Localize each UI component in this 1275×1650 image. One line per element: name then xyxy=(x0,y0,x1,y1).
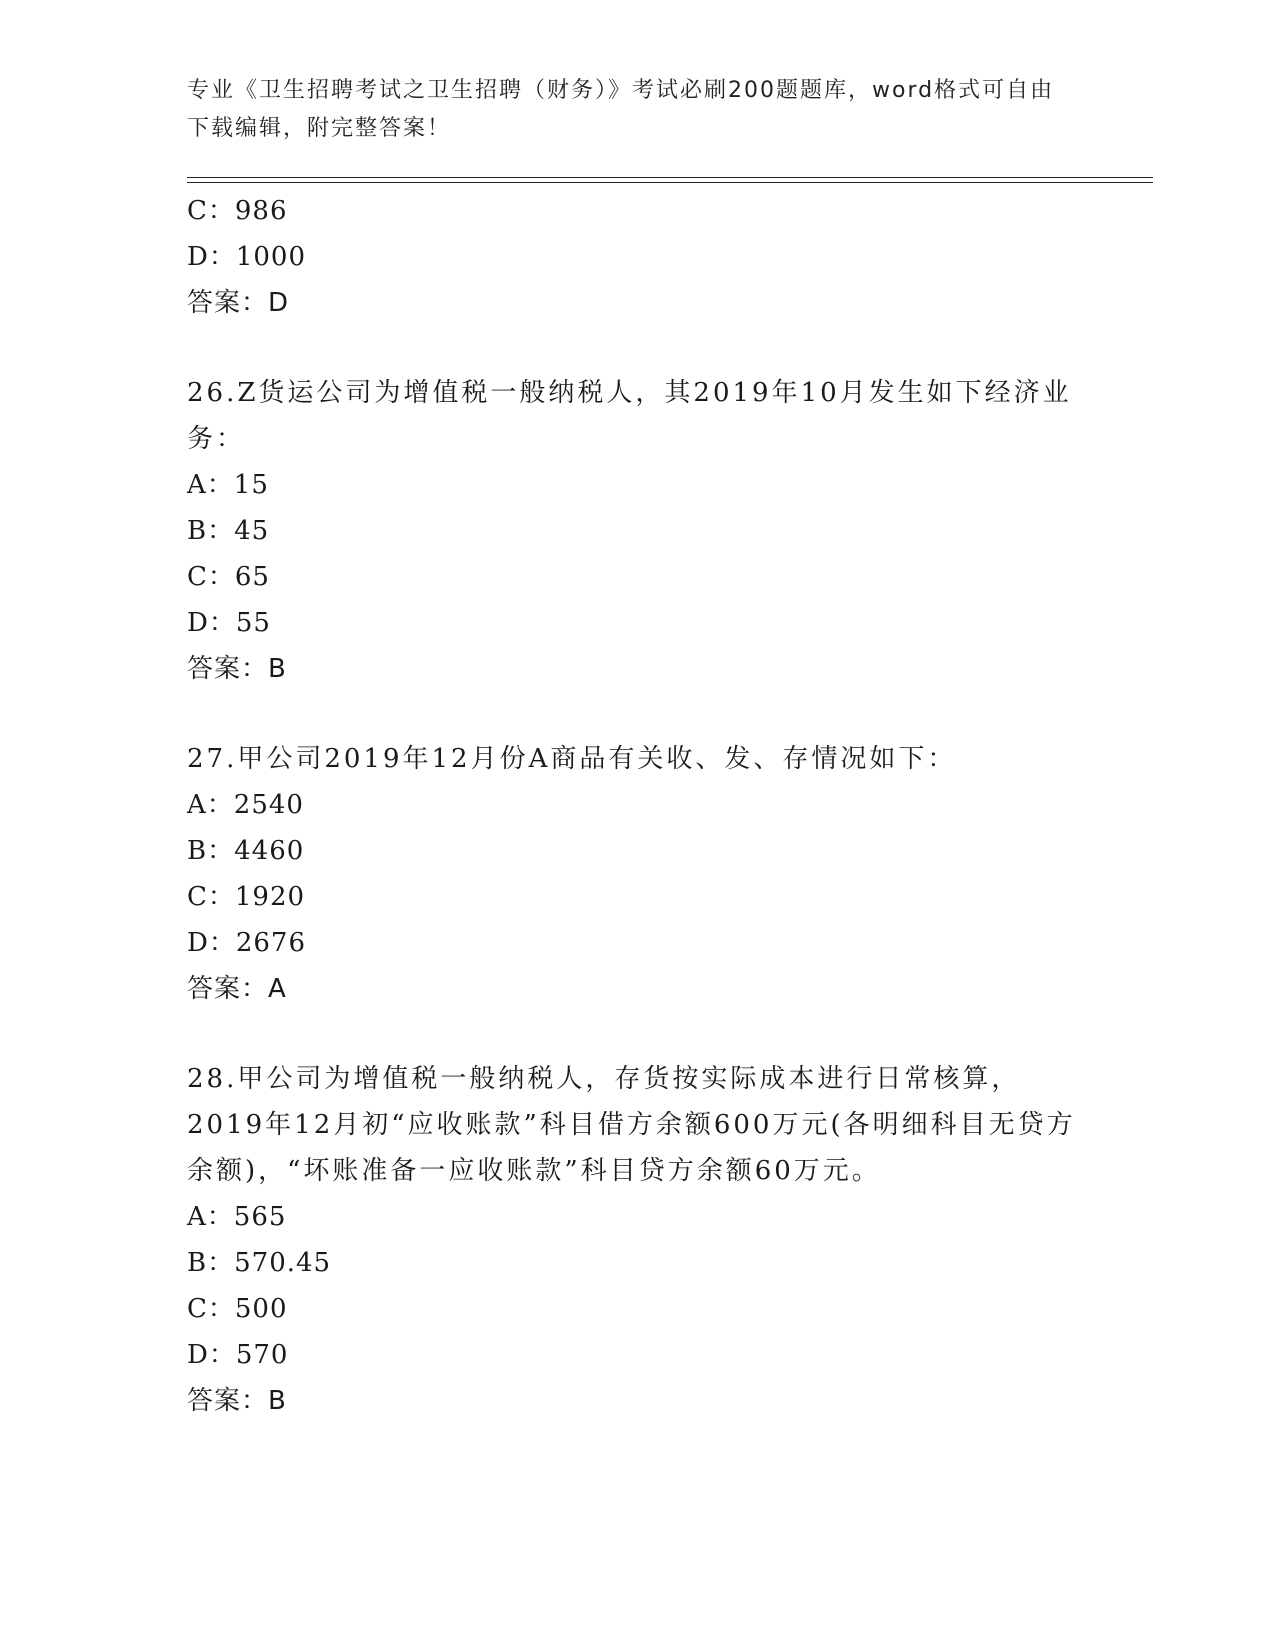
previous-question-tail xyxy=(187,188,1087,326)
answer-line: 答案：B xyxy=(187,654,287,684)
header-divider-bottom xyxy=(187,182,1153,183)
question-text: 28.甲公司为增值税一般纳税人，存货按实际成本进行日常核算，2019年12月初“应收账款”科目借方余额600万元(各明细科目无贷方余额)，“坏账准备一应收账款”科目贷方余额60万元。 xyxy=(187,1064,1076,1186)
option-a: A：565 xyxy=(187,1202,287,1232)
option-c: C：65 xyxy=(187,562,270,592)
question-26 xyxy=(187,370,1087,692)
header-divider-top xyxy=(187,177,1153,178)
document-body xyxy=(187,188,1087,1424)
question-text: 26.Z货运公司为增值税一般纳税人，其2019年10月发生如下经济业务： xyxy=(187,378,1072,454)
option-d: D：55 xyxy=(187,608,271,638)
option-d: D：570 xyxy=(187,1340,289,1370)
question-text: 27.甲公司2019年12月份A商品有关收、发、存情况如下： xyxy=(187,744,957,774)
option-c: C：986 xyxy=(187,196,288,226)
option-a: A：15 xyxy=(187,470,269,500)
answer-line: 答案：B xyxy=(187,1386,287,1416)
answer-line: 答案：A xyxy=(187,974,287,1004)
question-28 xyxy=(187,1056,1087,1424)
option-a: A：2540 xyxy=(187,790,304,820)
option-b: B：4460 xyxy=(187,836,305,866)
answer-line: 答案：D xyxy=(187,288,290,318)
option-d: D：1000 xyxy=(187,242,307,272)
option-b: B：45 xyxy=(187,516,270,546)
question-27 xyxy=(187,736,1087,1012)
option-c: C：500 xyxy=(187,1294,288,1324)
option-b: B：570.45 xyxy=(187,1248,332,1278)
option-c: C：1920 xyxy=(187,882,306,912)
option-d: D：2676 xyxy=(187,928,307,958)
document-header xyxy=(187,72,1067,148)
header-title: 专业《卫生招聘考试之卫生招聘（财务）》考试必刷200题题库，word格式可自由下载编辑，附完整答案！ xyxy=(187,78,1055,141)
